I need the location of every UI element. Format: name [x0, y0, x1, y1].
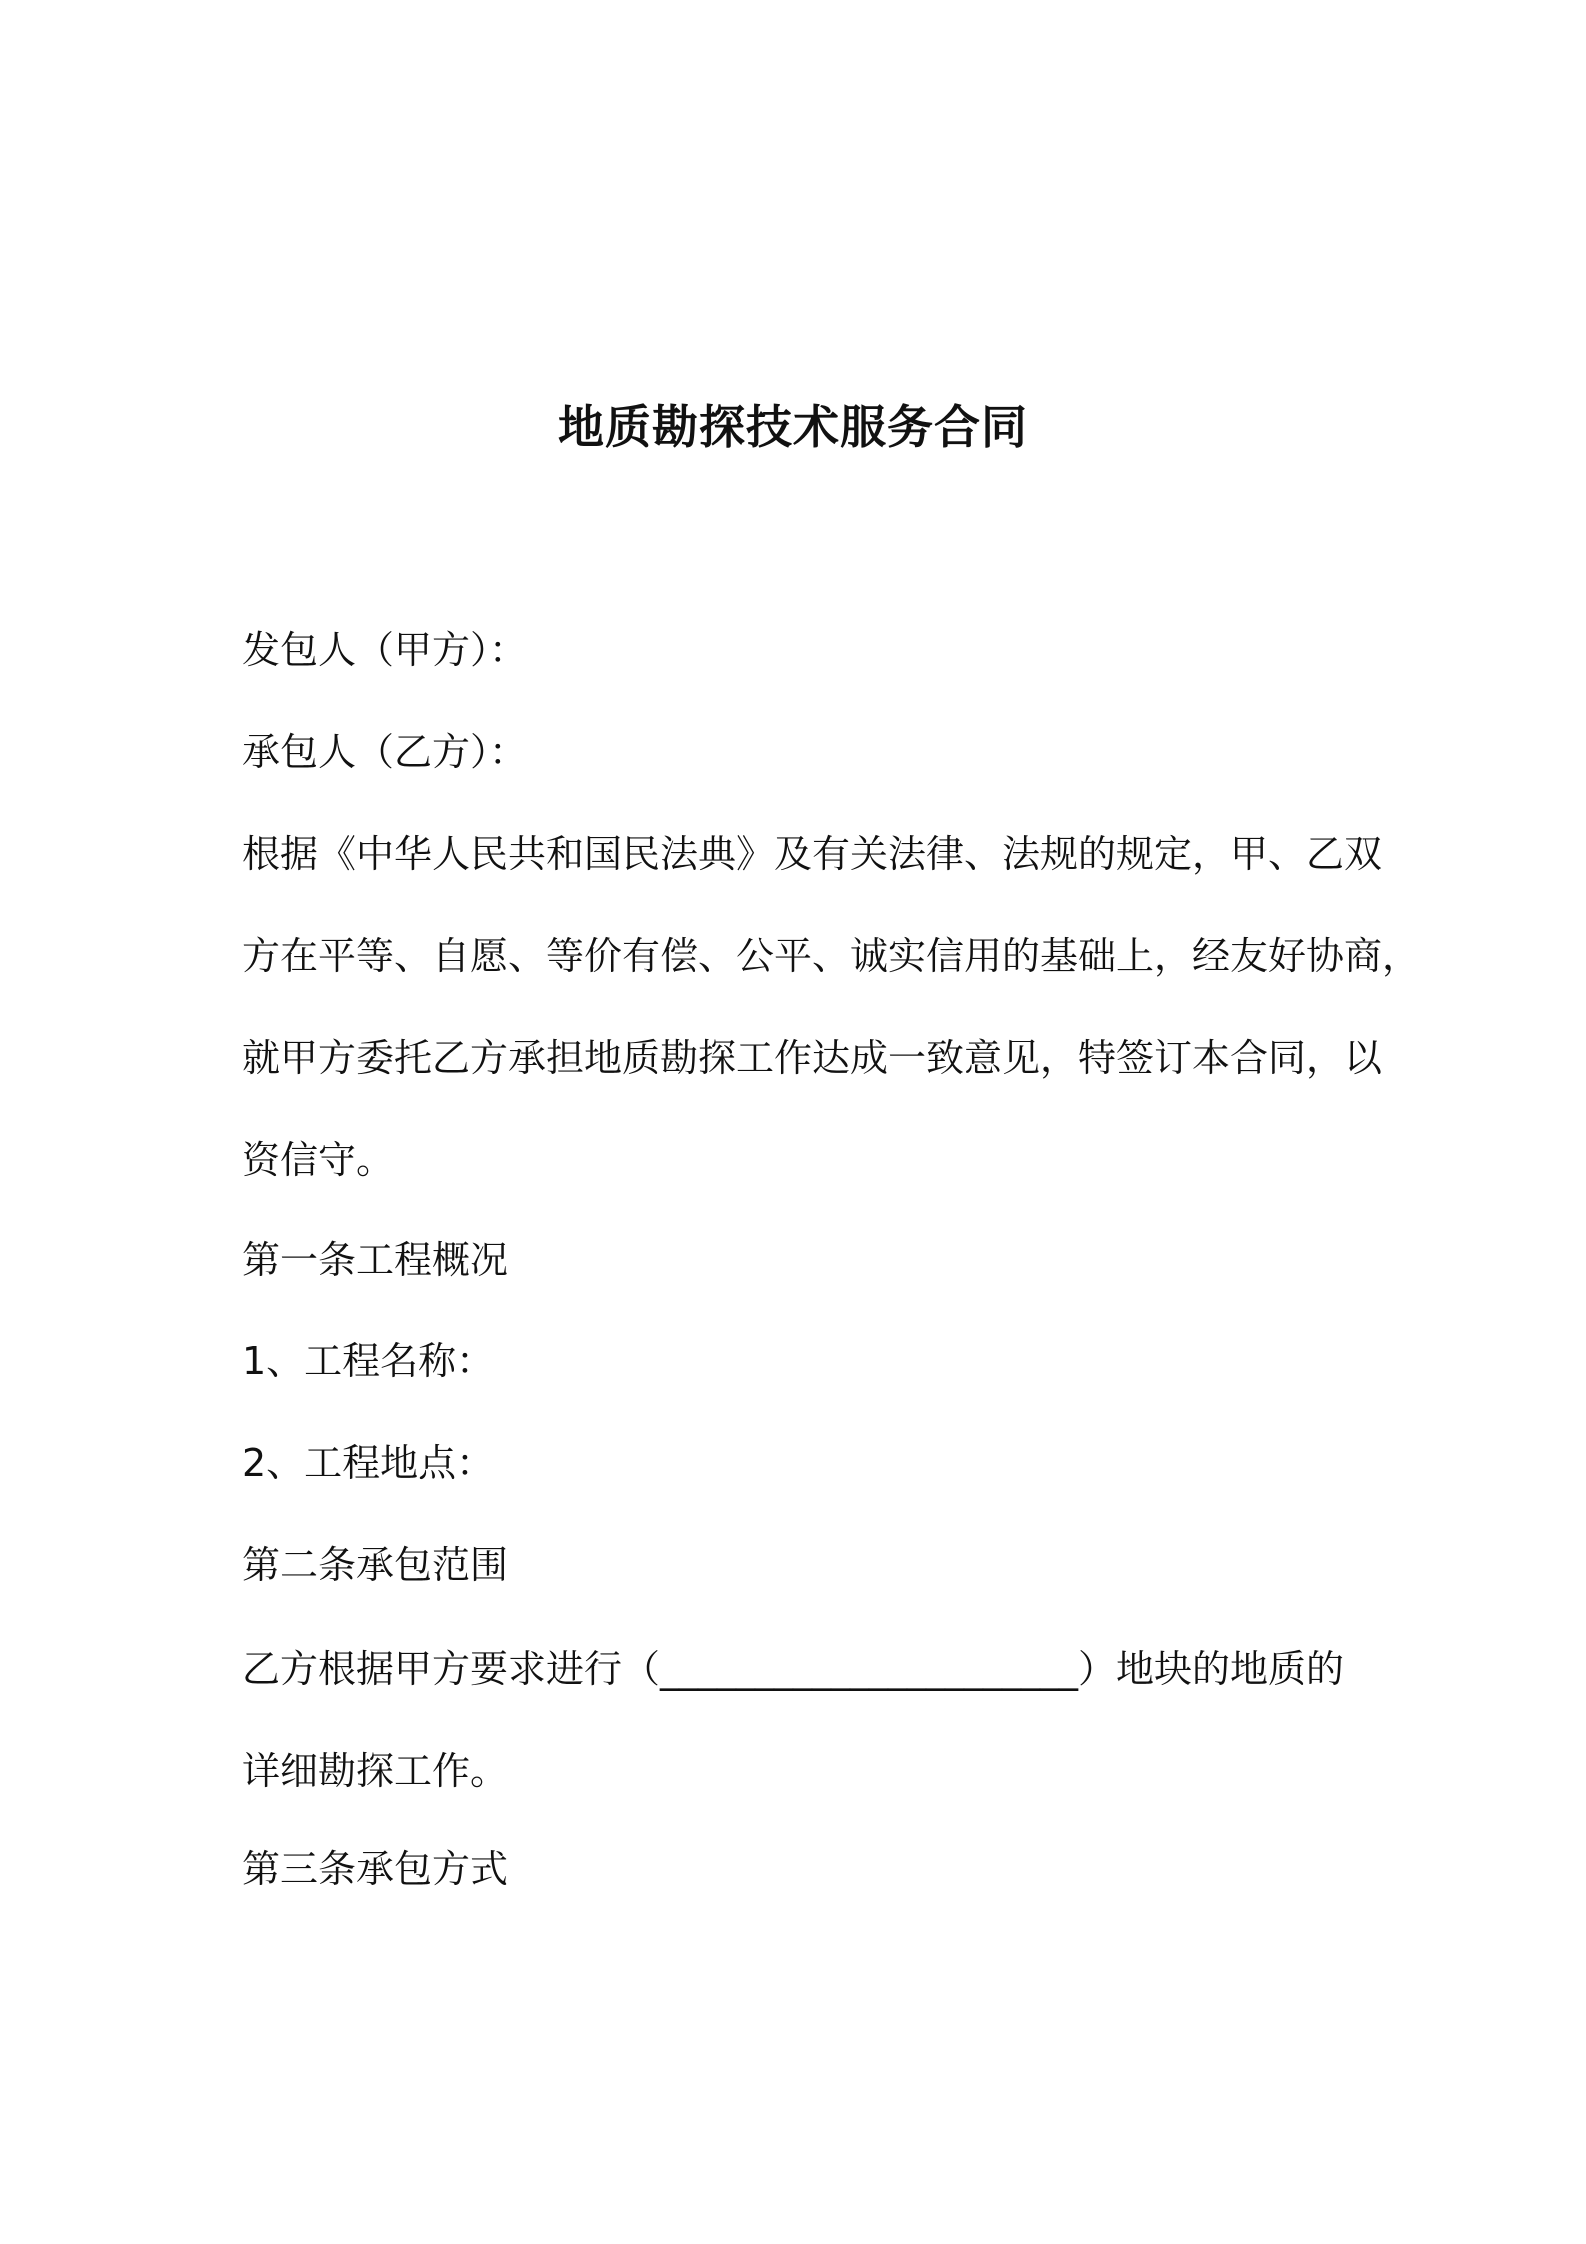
article-1-item-project-location: 2、工程地点： [242, 1441, 495, 1485]
article-2-heading: 第二条承包范围 [242, 1543, 509, 1587]
preamble-line: 方在平等、自愿、等价有偿、公平、诚实信用的基础上，经友好协商， [242, 934, 1421, 978]
preamble-paragraph [242, 803, 1421, 1211]
article-1-heading: 第一条工程概况 [242, 1238, 509, 1282]
preamble-line: 就甲方委托乙方承担地质勘探工作达成一致意见，特签订本合同，以 [242, 1036, 1383, 1080]
article-3-heading: 第三条承包方式 [242, 1847, 509, 1891]
party-a-label: 发包人（甲方）： [242, 628, 528, 672]
preamble-line: 根据《中华人民共和国民法典》及有关法律、法规的规定，甲、乙双 [242, 832, 1383, 876]
article-1-item-project-name: 1、工程名称： [242, 1339, 495, 1383]
preamble-line: 资信守。 [242, 1138, 395, 1182]
contract-title: 地质勘探技术服务合同 [558, 400, 1028, 454]
article-2-body [242, 1618, 1352, 1822]
article-2-body-line: 乙方根据甲方要求进行（______________________）地块的地质的 [242, 1647, 1345, 1691]
party-b-label: 承包人（乙方）： [242, 730, 528, 774]
article-2-body-line: 详细勘探工作。 [242, 1749, 509, 1793]
